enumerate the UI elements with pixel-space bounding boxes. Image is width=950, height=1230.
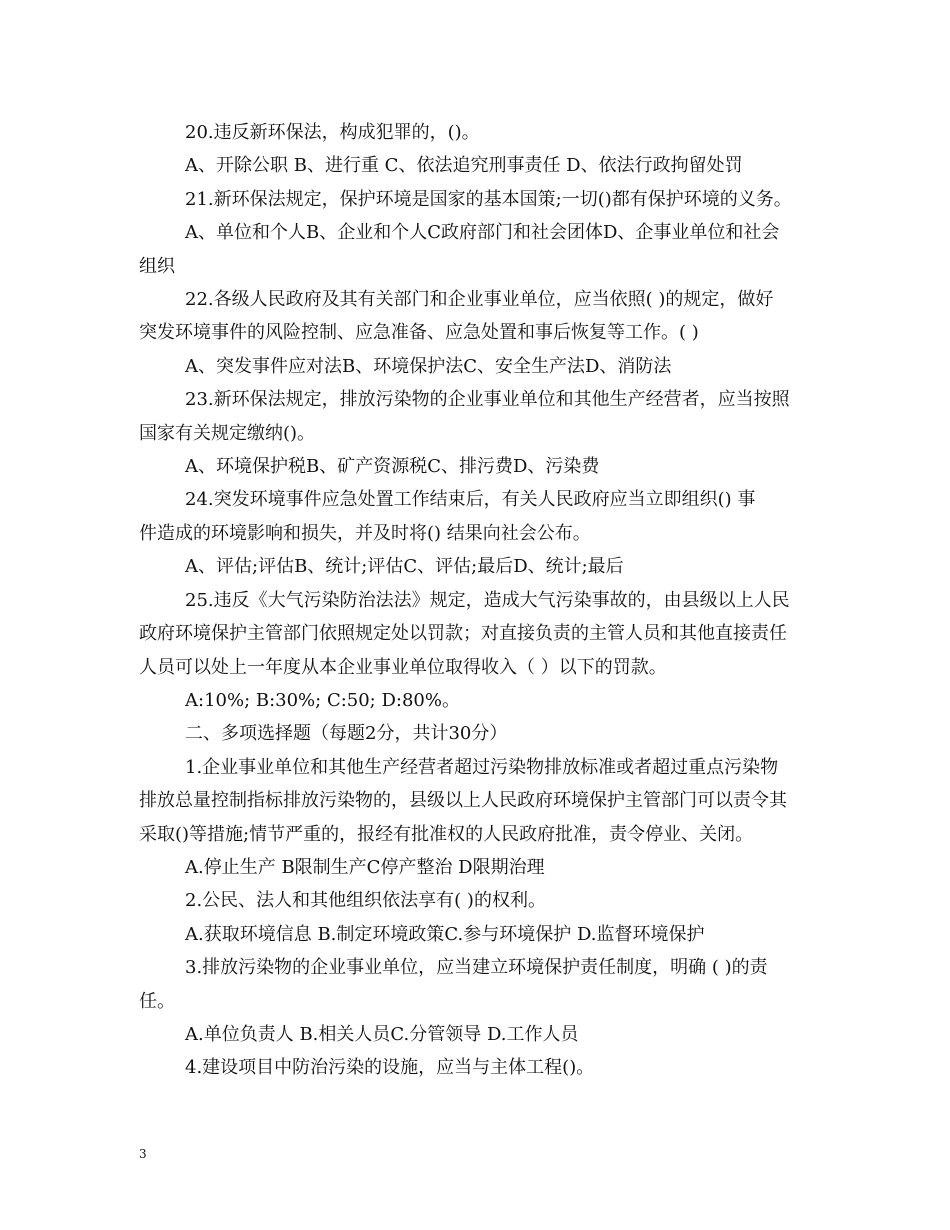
question-21: 21.新环保法规定，保护环境是国家的基本国策;一切()都有保护环境的义务。 [185, 188, 792, 210]
question-23: 23.新环保法规定，排放污染物的企业事业单位和其他生产经营者，应当按照 [185, 389, 790, 411]
options-21-continued: 组织 [139, 255, 175, 277]
document-body [139, 116, 819, 1085]
mc-question-1-continued-1: 排放总量控制指标排放污染物的，县级以上人民政府环境保护主管部门可以责令其 [139, 790, 787, 812]
options-22: A、突发事件应对法B、环境保护法C、安全生产法D、消防法 [185, 355, 672, 377]
question-23-continued: 国家有关规定缴纳()。 [139, 422, 316, 444]
options-20: A、开除公职 B、进行重 C、依法追究刑事责任 D、依法行政拘留处罚 [185, 155, 743, 177]
question-24: 24.突发环境事件应急处置工作结束后，有关人民政府应当立即组织() 事 [185, 489, 756, 511]
mc-question-1: 1.企业事业单位和其他生产经营者超过污染物排放标准或者超过重点污染物 [185, 756, 779, 778]
section-heading-multiple-choice: 二、多项选择题（每题2分，共计30分） [185, 723, 508, 745]
mc-options-2: A.获取环境信息 B.制定环境政策C.参与环境保护 D.监督环境保护 [185, 923, 705, 945]
question-22-continued: 突发环境事件的风险控制、应急准备、应急处置和事后恢复等工作。( ) [139, 322, 699, 344]
page-number: 3 [139, 1147, 147, 1161]
mc-options-3: A.单位负责人 B.相关人员C.分管领导 D.工作人员 [185, 1023, 579, 1045]
question-20: 20.违反新环保法，构成犯罪的，()。 [185, 122, 480, 143]
question-25-continued-2: 人员可以处上一年度从本企业事业单位取得收入（ ）以下的罚款。 [139, 656, 667, 678]
question-25: 25.违反《大气污染防治法法》规定，造成大气污染事故的，由县级以上人民 [185, 589, 790, 611]
mc-question-3: 3.排放污染物的企业事业单位，应当建立环境保护责任制度，明确 ( )的责 [185, 957, 768, 979]
mc-question-3-continued: 任。 [139, 990, 175, 1012]
options-23: A、环境保护税B、矿产资源税C、排污费D、污染费 [185, 456, 600, 478]
mc-options-1: A.停止生产 B限制生产C停产整治 D限期治理 [185, 856, 545, 878]
options-25: A:10%; B:30%; C:50; D:80%。 [185, 689, 460, 711]
mc-question-1-continued-2: 采取()等措施;情节严重的，报经有批准权的人民政府批准，责令停业、关闭。 [139, 823, 754, 845]
question-24-continued: 件造成的环境影响和损失，并及时将() 结果向社会公布。 [139, 522, 591, 544]
options-24: A、评估;评估B、统计;评估C、评估;最后D、统计;最后 [185, 556, 624, 578]
options-21: A、单位和个人B、企业和个人C政府部门和社会团体D、企事业单位和社会 [185, 222, 780, 244]
mc-question-4: 4.建设项目中防治污染的设施，应当与主体工程()。 [185, 1057, 595, 1079]
question-25-continued-1: 政府环境保护主管部门依照规定处以罚款；对直接负责的主管人员和其他直接责任 [139, 623, 787, 645]
mc-question-2: 2.公民、法人和其他组织依法享有( )的权利。 [185, 890, 546, 912]
question-22: 22.各级人民政府及其有关部门和企业事业单位，应当依照( )的规定，做好 [185, 289, 774, 311]
